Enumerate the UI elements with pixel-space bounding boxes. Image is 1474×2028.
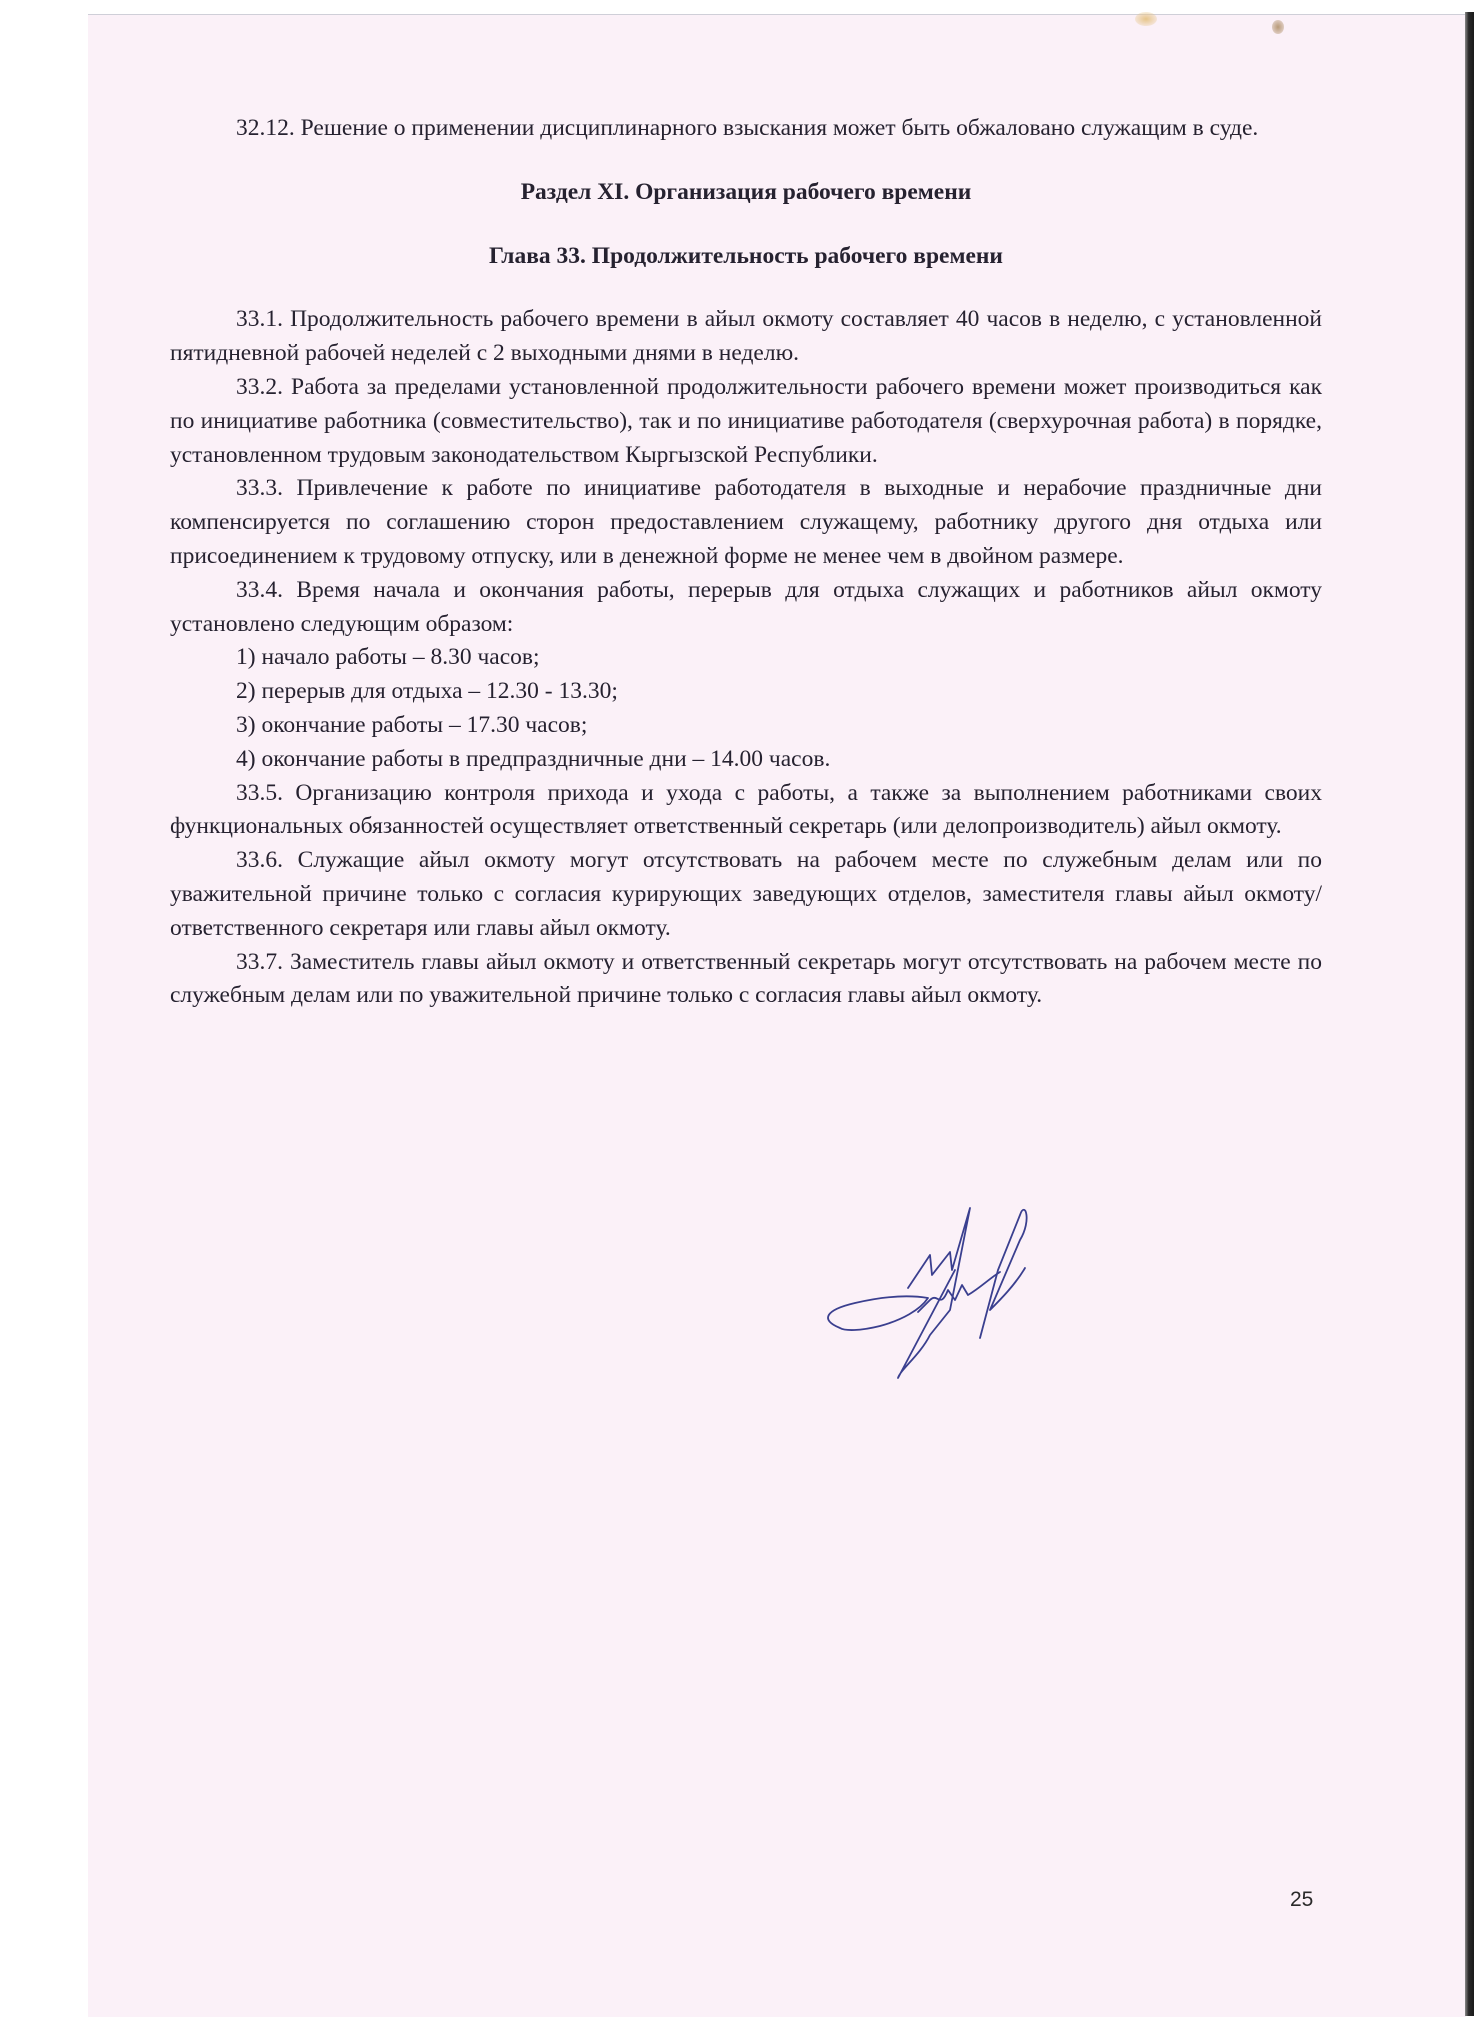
- signature-stroke: [828, 1296, 928, 1330]
- schedule-item: 3) окончание работы – 17.30 часов;: [236, 711, 588, 738]
- schedule-item: 4) окончание работы в предпраздничные дни – 14.00 часов.: [236, 745, 831, 772]
- chapter-heading: Глава 33. Продолжительность рабочего времени: [489, 242, 1003, 269]
- paragraph-33-7: 33.7. Заместитель главы айыл окмоту и ответственный секретарь могут отсутствовать на рабочем месте по служебным делам или по уважительной причине только с согласия главы айыл окмоту.: [170, 948, 1322, 1009]
- schedule-item: 1) начало работы – 8.30 часов;: [236, 644, 540, 671]
- section-heading: Раздел XI. Организация рабочего времени: [520, 178, 972, 205]
- paper-stain: [1135, 12, 1157, 26]
- paragraph-33-5: 33.5. Организацию контроля прихода и ухода с работы, а также за выполнением работниками своих функциональных обязанностей осуществляет ответственный секретарь (или делопроизводитель) айыл окмоту.: [170, 779, 1322, 840]
- handwritten-signature: [780, 1160, 1080, 1400]
- paper-stain: [1272, 20, 1284, 34]
- paragraph-33-2: 33.2. Работа за пределами установленной продолжительности рабочего времени может производиться как по инициативе работника (совместительство), так и по инициативе работодателя (сверхурочная работа) в порядке, установленном трудовым законодательством Кыргызской Республики.: [170, 373, 1322, 468]
- paragraph-33-4: 33.4. Время начала и окончания работы, перерыв для отдыха служащих и работников айыл окмоту установлено следующим образом:: [170, 576, 1322, 637]
- paragraph-32-12: 32.12. Решение о применении дисциплинарного взыскания может быть обжаловано служащим в суде.: [236, 115, 1259, 141]
- paragraph-33-6: 33.6. Служащие айыл окмоту могут отсутствовать на рабочем месте по служебным делам или по уважительной причине только с согласия курирующих заведующих отделов, заместителя главы айыл окмоту/ответственного секретаря или главы айыл окмоту.: [170, 847, 1322, 941]
- schedule-item: 2) перерыв для отдыха – 12.30 - 13.30;: [236, 678, 618, 705]
- document-body: [170, 112, 1322, 1013]
- paragraph-33-1: 33.1. Продолжительность рабочего времени в айыл окмоту составляет 40 часов в неделю, с установленной пятидневной рабочей неделей с 2 выходными днями в неделю.: [170, 306, 1322, 367]
- scanner-edge: [1465, 12, 1474, 2016]
- paragraph-33-3: 33.3. Привлечение к работе по инициативе работодателя в выходные и нерабочие праздничные дни компенсируется по соглашению сторон предоставлением служащему, работнику другого дня отдыха или присоединением к трудовому отпуску, или в денежной форме не менее чем в двойном размере.: [170, 475, 1322, 569]
- page-number: 25: [1290, 1888, 1314, 1911]
- signature-stroke: [980, 1210, 1027, 1338]
